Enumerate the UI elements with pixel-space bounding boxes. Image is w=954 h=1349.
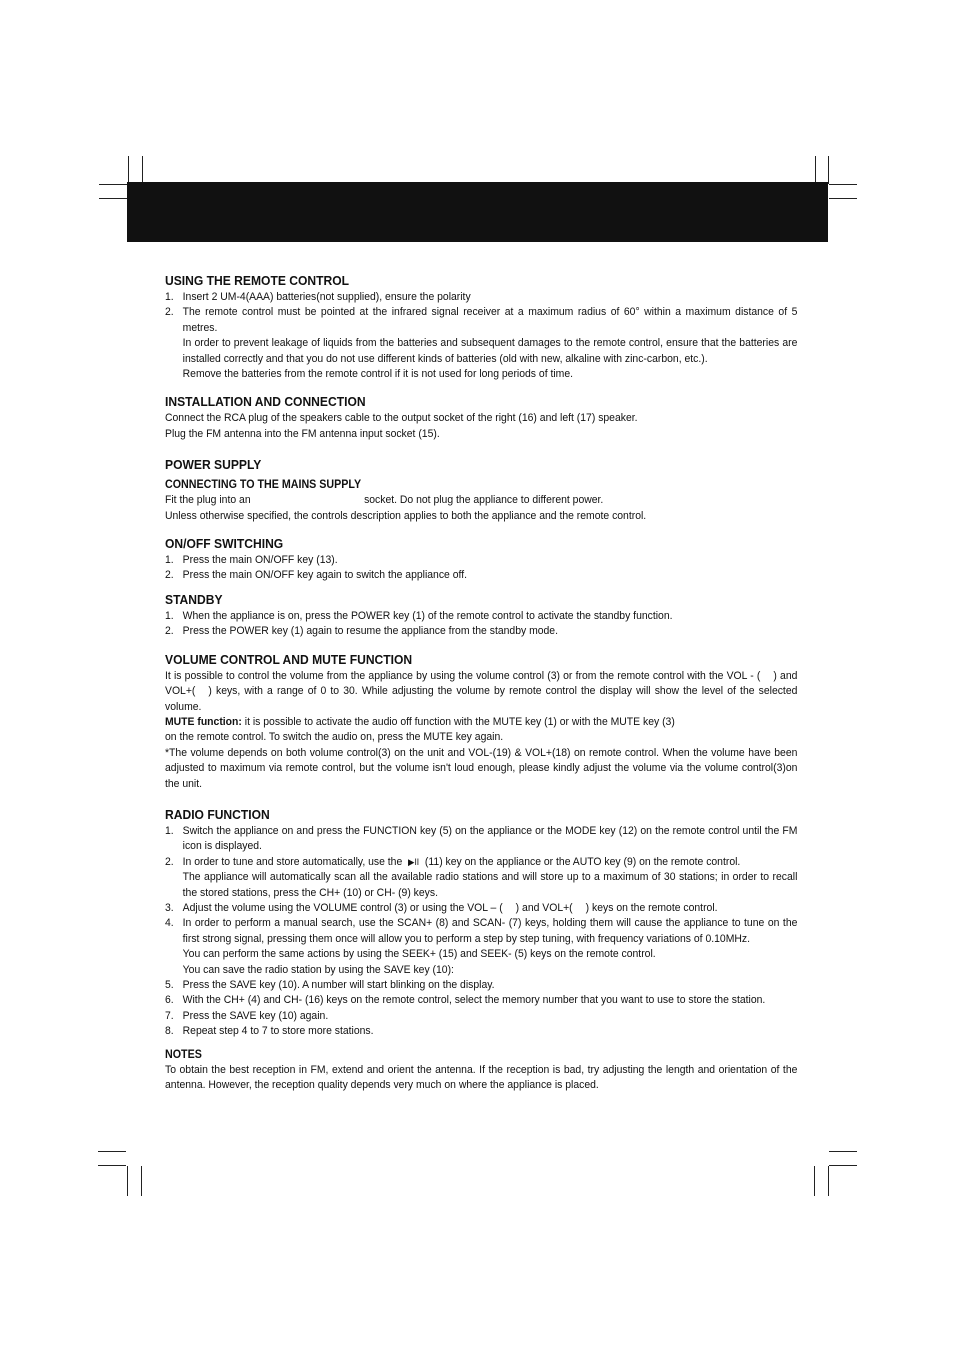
mute-label: MUTE function:	[165, 715, 242, 728]
crop-mark	[128, 156, 129, 184]
crop-mark	[127, 1166, 128, 1196]
crop-mark	[828, 156, 829, 184]
radio-list	[165, 824, 797, 1040]
crop-mark	[98, 1165, 126, 1166]
list-item: 8. Repeat step 4 to 7 to store more stations.	[165, 1025, 374, 1038]
onoff-list	[165, 553, 797, 584]
crop-mark	[829, 1165, 857, 1166]
section-title-remote: USING THE REMOTE CONTROL	[165, 273, 350, 288]
power-line-1: Fit the plug into an socket. Do not plug the appliance to different power.	[165, 494, 604, 507]
crop-mark	[814, 1166, 815, 1196]
list-item: 1. Insert 2 UM-4(AAA) batteries(not supplied), ensure the polarity	[165, 291, 471, 303]
section-title-onoff: ON/OFF SWITCHING	[165, 536, 284, 552]
crop-mark	[142, 156, 143, 184]
section-title-standby: STANDBY	[165, 591, 223, 607]
list-item: 4. In order to perform a manual search, use the SCAN+ (8) and SCAN- (7) keys, holding them will cause the appliance to tune on the first strong signal, pressing them once will allow you to perform a step by step tuning, with frequency variations of 0.10MHz. You can perform the same actions by using the SEEK+ (15) and SEEK- (5) keys on the remote control. You can save the radio station by using the SAVE key (10):	[165, 917, 798, 976]
list-item: 1. When the appliance is on, press the POWER key (1) of the remote control to activate the standby function.	[165, 609, 673, 622]
crop-mark	[829, 1151, 857, 1152]
crop-mark	[815, 156, 816, 184]
crop-mark	[829, 198, 857, 199]
remote-note-leakage: In order to prevent leakage of liquids from the batteries and subsequent damages to the remote control, ensure that the batteries are installed correctly and that you do not use different kinds of batteries (old with new, alkaline with zinc-carbon, etc.).	[182, 337, 798, 365]
crop-mark	[99, 184, 127, 185]
mute-paragraph-cont: on the remote control. To switch the audio on, press the MUTE key again.	[165, 731, 504, 744]
section-title-notes: NOTES	[165, 1048, 202, 1061]
section-title-install: INSTALLATION AND CONNECTION	[165, 394, 366, 410]
volume-footnote: *The volume depends on both volume control(3) on the unit and VOL-(19) & VOL+(18) on remote control. When the volume have been adjusted to maximum via remote control, but the volume isn't loud enough, please kindly adjust the volume via the volume control(3)on the unit.	[165, 746, 798, 790]
crop-mark	[99, 198, 127, 199]
list-item: 2. Press the main ON/OFF key again to switch the appliance off.	[165, 569, 468, 582]
play-pause-icon: ▶II	[408, 856, 420, 867]
crop-mark	[141, 1166, 142, 1196]
power-line-2: Unless otherwise specified, the controls description applies to both the appliance and the remote control.	[165, 509, 647, 522]
install-line-1: Connect the RCA plug of the speakers cable to the output socket of the right (16) and left (17) speaker.	[165, 412, 638, 425]
list-item: 2. In order to tune and store automatically, use the ▶II (11) key on the appliance or the AUTO key (9) on the remote control. The appliance will automatically scan all the available radio stations and will store up to a maximum of 30 stations; in order to recall the stored stations, press the CH+ (10) or CH- (9) keys.	[165, 855, 798, 899]
remote-note-remove: Remove the batteries from the remote control if it is not used for long periods of time.	[182, 368, 574, 381]
volume-paragraph: It is possible to control the volume from the appliance by using the volume control (3) or from the remote control with the VOL - ( ) and VOL+( ) keys, with a range of 0 to 30. While adjusting the volume by remote control the display will show the level of the selected volume.	[165, 669, 798, 713]
crop-mark	[829, 184, 857, 185]
list-item: 5. Press the SAVE key (10). A number will start blinking on the display.	[165, 979, 495, 991]
install-line-2: Plug the FM antenna into the FM antenna input socket (15).	[165, 427, 440, 440]
notes-text: To obtain the best reception in FM, extend and orient the antenna. If the reception is bad, try adjusting the length and orientation of the antenna. However, the reception quality depends very much on where the appliance is placed.	[165, 1063, 798, 1092]
section-title-volume: VOLUME CONTROL AND MUTE FUNCTION	[165, 651, 413, 667]
section-title-radio: RADIO FUNCTION	[165, 806, 270, 822]
section-title-power: POWER SUPPLY	[165, 457, 262, 473]
list-item: 7. Press the SAVE key (10) again.	[165, 1009, 329, 1022]
crop-mark	[828, 1166, 829, 1196]
remote-list	[165, 290, 797, 336]
list-item: 2. Press the POWER key (1) again to resume the appliance from the standby mode.	[165, 625, 558, 638]
list-item: 2. The remote control must be pointed at the infrared signal receiver at a maximum radius of 60° within a maximum distance of 5 metres.	[165, 306, 798, 334]
crop-mark	[98, 1151, 126, 1152]
page-content	[165, 272, 797, 1093]
header-bar	[127, 182, 828, 242]
list-item: 1. Switch the appliance on and press the FUNCTION key (5) on the appliance or the MODE key (12) on the remote control until the FM icon is displayed.	[165, 824, 798, 853]
subsection-title-mains: CONNECTING TO THE MAINS SUPPLY	[165, 479, 362, 492]
list-item: 3. Adjust the volume using the VOLUME control (3) or using the VOL – ( ) and VOL+( ) keys on the remote control.	[165, 901, 718, 914]
list-item: 1. Press the main ON/OFF key (13).	[165, 554, 338, 567]
mute-paragraph: MUTE function: it is possible to activate the audio off function with the MUTE key (1) or with the MUTE key (3)	[165, 715, 675, 728]
list-item: 6. With the CH+ (4) and CH- (16) keys on the remote control, select the memory number that you want to use to store the station.	[165, 994, 766, 1007]
standby-list	[165, 609, 797, 640]
